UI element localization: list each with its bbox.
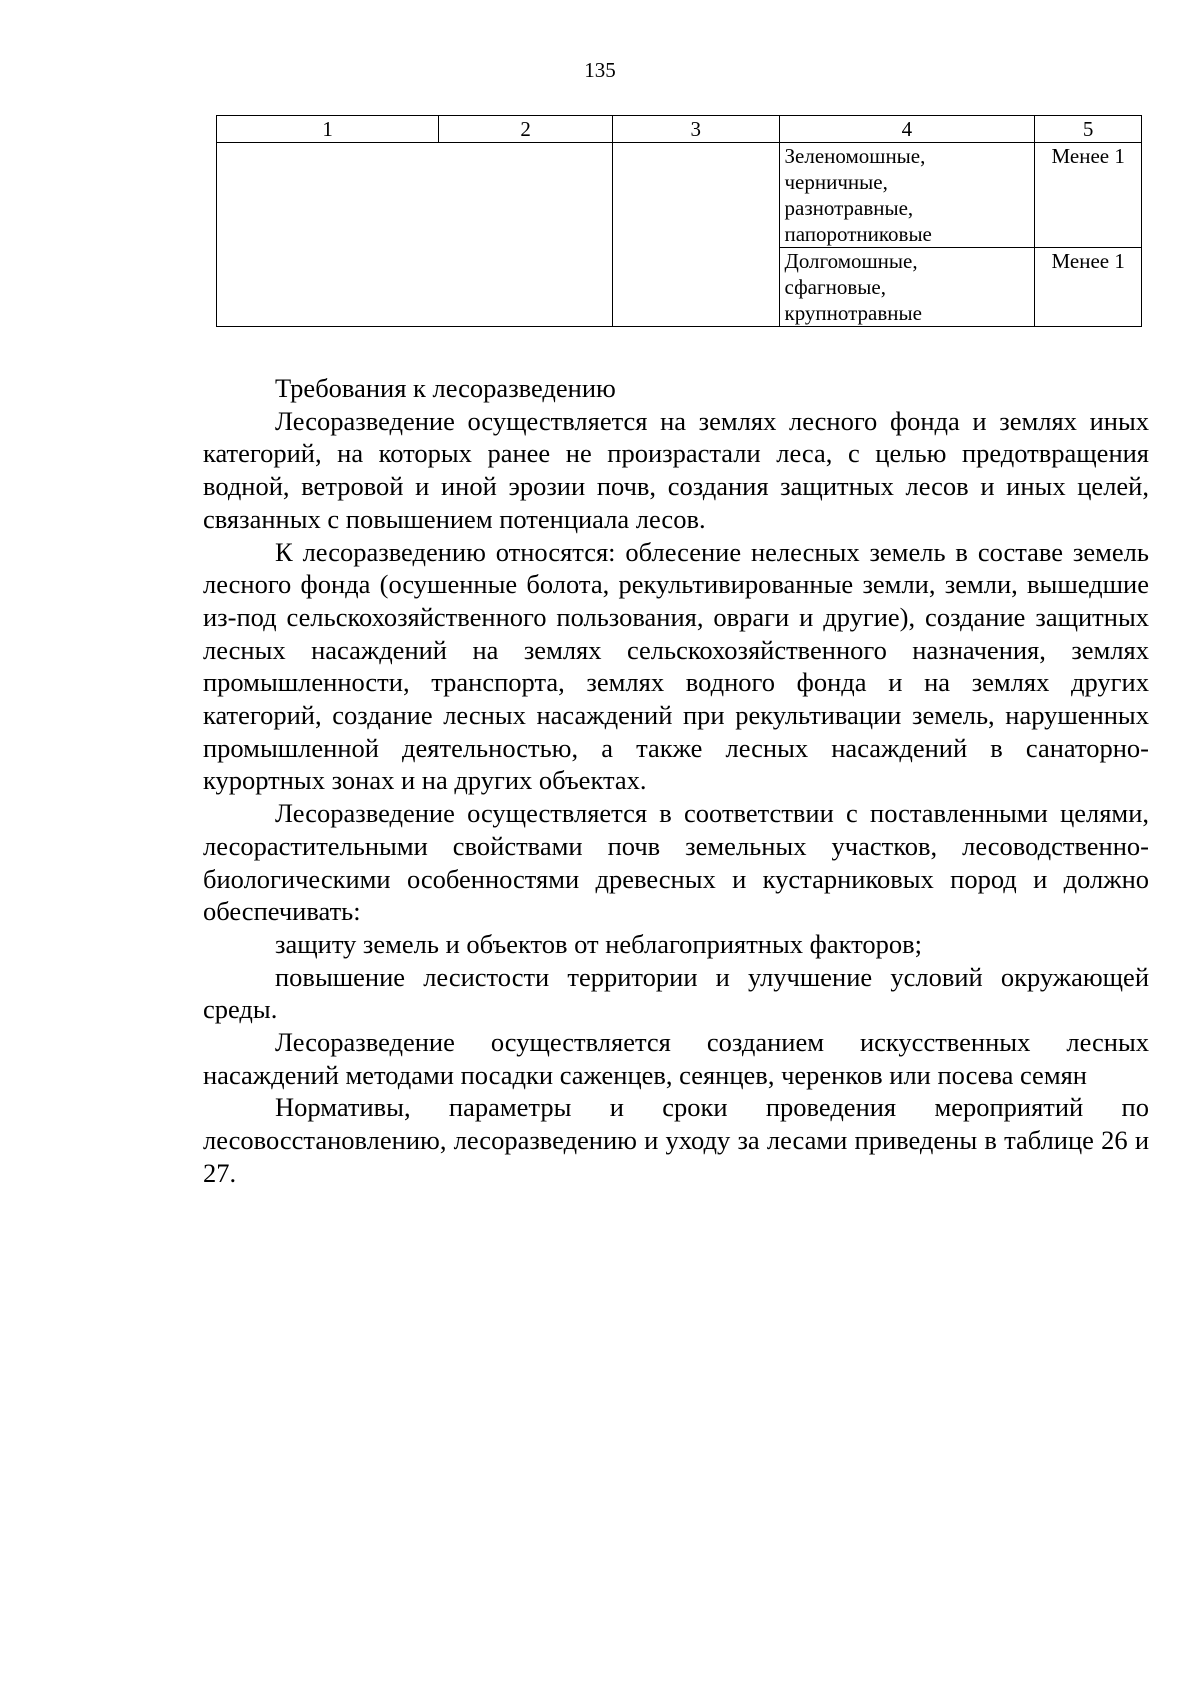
cell-line: Долгомошные,: [784, 249, 918, 273]
table-cell-vegetation-type: [779, 248, 1035, 327]
cell-line: крупнотравные: [784, 301, 922, 325]
cell-line: Зеленомошные,: [784, 144, 926, 168]
table-row: [217, 143, 1142, 248]
table-cell-value: Менее 1: [1035, 248, 1142, 327]
table-header-row: [217, 116, 1142, 143]
paragraph: Лесоразведение осуществляется в соответствии с поставленными целями, лесорастительными свойствами почв земельных участков, лесоводственно-биологическими особенностями древесных и кустарниковых пород и должно обеспечивать:: [203, 798, 1149, 927]
table-header-cell: 4: [779, 116, 1035, 143]
table-header-cell: 2: [439, 116, 613, 143]
continuation-table: [216, 115, 1142, 327]
table-header-cell: 5: [1035, 116, 1142, 143]
cell-line: папоротниковые: [784, 222, 932, 246]
table-empty-cell: [612, 143, 779, 327]
cell-line: черничные,: [784, 170, 888, 194]
cell-line: сфагновые,: [784, 275, 886, 299]
table-cell-vegetation-type: [779, 143, 1035, 248]
paragraph: Лесоразведение осуществляется созданием искусственных лесных насаждений методами посадки саженцев, сеянцев, черенков или посева семян: [203, 1027, 1149, 1090]
table-header-cell: 3: [612, 116, 779, 143]
table-empty-cell: [217, 143, 613, 327]
section-heading: Требования к лесоразведению: [275, 373, 616, 403]
table-header-cell: 1: [217, 116, 439, 143]
paragraph: Нормативы, параметры и сроки проведения мероприятий по лесовосстановлению, лесоразведению и уходу за лесами приведены в таблице 26 и 27.: [203, 1092, 1149, 1188]
body-text: [203, 372, 1149, 1190]
cell-line: разнотравные,: [784, 196, 914, 220]
list-item: защиту земель и объектов от неблагоприятных факторов;: [275, 928, 922, 959]
page-number: 135: [584, 58, 616, 82]
paragraph: Лесоразведение осуществляется на землях лесного фонда и землях иных категорий, на которых ранее не произрастали леса, с целью предотвращения водной, ветровой и иной эрозии почв, создания защитных лесов и иных целей, связанных с повышением потенциала лесов.: [203, 405, 1149, 534]
paragraph: К лесоразведению относятся: облесение нелесных земель в составе земель лесного фонда (осушенные болота, рекультивированные земли, земли, вышедшие из-под сельскохозяйственного пользования, овраги и другие), создание защитных лесных насаждений на землях сельскохозяйственного назначения, землях промышленности, транспорта, землях водного фонда и на землях других категорий, создание лесных насаждений при рекультивации земель, нарушенных промышленной деятельностью, а также лесных насаждений в санаторно-курортных зонах и на других объектах.: [203, 536, 1149, 796]
list-item: повышение лесистости территории и улучшение условий окружающей среды.: [203, 961, 1149, 1025]
table-cell-value: Менее 1: [1035, 143, 1142, 248]
